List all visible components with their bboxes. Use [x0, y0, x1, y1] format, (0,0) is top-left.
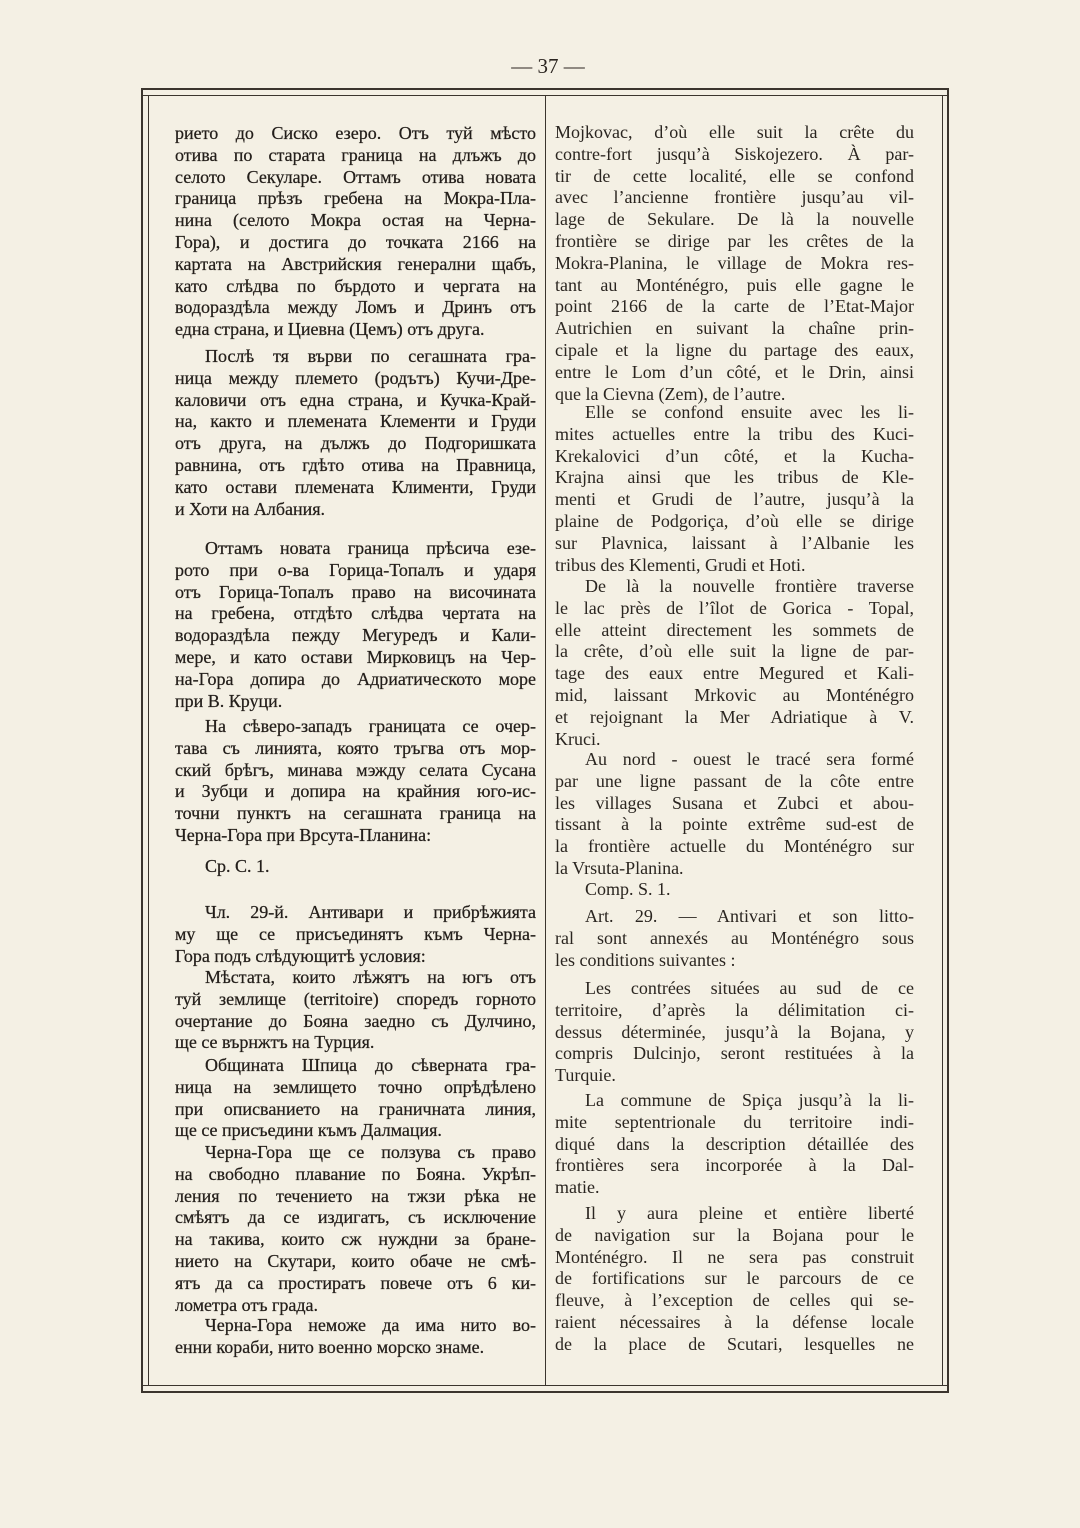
text-line: каловичи отъ една страна, и Кучка-Край- [175, 389, 536, 410]
text-line: tant au Monténégro, puis elle gagne le [555, 274, 914, 295]
text-line: matie. [555, 1177, 600, 1198]
text-line: ница на землището точно опрѣдѣлено [175, 1076, 536, 1097]
text-line: като слѣдва по бърдото и чергата на [175, 275, 536, 296]
text-line: diqué dans la description détaillée des [555, 1133, 914, 1154]
text-line: que la Cievna (Zem), de l’autre. [555, 383, 786, 404]
text-line: Il y aura pleine et entière liberté [585, 1203, 914, 1223]
text-line: рието до Сиско езеро. Отъ туй мѣсто [175, 123, 536, 143]
text-line: водораздѣла между Ломъ и Дринъ отъ [175, 297, 536, 318]
text-line: fleuve, à l’exception de celles qui se- [555, 1290, 914, 1311]
text-line: Черна-Гора неможе да има нито во- [205, 1315, 536, 1335]
text-line: de fortifications sur le parcours de ce [555, 1268, 914, 1289]
text-line: селото Секуларе. Оттамъ отива новата [175, 166, 536, 187]
text-line: elle atteint directement les sommets de [555, 619, 914, 640]
text-line: Общината Шпица до сѣверната гра- [205, 1055, 536, 1075]
text-line: Черна-Гора ще се ползува съ право [205, 1142, 536, 1162]
text-line: отъ Горица-Топалъ право на височината [175, 581, 536, 602]
text-line: очертание до Бояна заедно съ Дулчино, [175, 1010, 536, 1031]
left-border-outer [141, 88, 143, 1393]
text-line: Comp. S. 1. [585, 879, 671, 899]
right-border-inner [942, 95, 943, 1386]
text-line: Мѣстата, които лѣжятъ на югъ отъ [205, 967, 536, 987]
paragraph [175, 1142, 536, 1316]
text-line: като остави племената Клименти, Груди [175, 476, 536, 497]
paragraph [555, 749, 914, 880]
text-line: compris Dulcinjo, seront restituées à la [555, 1043, 914, 1064]
text-line: Mojkovac, d’où elle suit la crête du [555, 122, 914, 142]
text-line: ще се върнжтъ на Турция. [175, 1032, 375, 1053]
text-line: туй землище (territoire) споредъ горното [175, 988, 536, 1009]
text-line: de navigation sur la Bojana pour le [555, 1224, 914, 1245]
text-line: мере, и като остави Мирковицъ на Чер- [175, 646, 536, 667]
text-line: Elle se confond ensuite avec les li- [585, 402, 914, 422]
comparison-reference [175, 856, 536, 878]
text-line: и Хоти на Албания. [175, 498, 326, 519]
text-line: на гребена, отгдѣто слѣдва чертата на [175, 603, 536, 624]
text-line: тава съ линията, която тръгва отъ мор- [175, 737, 536, 758]
text-line: frontière se dirige par les crêtes de la [555, 230, 914, 251]
text-line: ще се присъедини къмъ Далмация. [175, 1120, 442, 1141]
text-line: ления по течението на тжзи рѣка не [175, 1185, 536, 1206]
text-line: les conditions suivantes : [555, 949, 736, 970]
text-line: tage des eaux entre Megured et Kali- [555, 663, 914, 684]
text-line: de la place de Scutari, lesquelles ne [555, 1333, 914, 1354]
right-border-outer [947, 88, 949, 1393]
text-line: Оттамъ новата граница прѣсича езе- [205, 538, 536, 558]
text-line: му ще се присъединятъ къмъ Черна- [175, 923, 536, 944]
text-line: отива по старата граница на длъжъ до [175, 144, 536, 165]
text-line: енни кораби, нито военно морско знаме. [175, 1336, 485, 1357]
text-line: la Vrsuta-Planina. [555, 857, 684, 878]
text-line: рото при о-ва Горица-Топалъ и ударя [175, 559, 536, 580]
paragraph [175, 967, 536, 1054]
text-line: entre le Lom d’un côté, et le Drin, ainsi [555, 361, 914, 382]
text-line: Art. 29. — Antivari et son litto- [585, 906, 914, 926]
text-line: нието на Скутари, които обаче не смѣ- [175, 1250, 536, 1271]
column-divider [545, 96, 546, 1385]
text-line: La commune de Spiça jusqu’à la li- [585, 1090, 914, 1110]
text-line: граница прѣзъ гребена на Мокра-Пла- [175, 188, 536, 209]
text-line: смѣятъ да се издигатъ, съ исключение [175, 1207, 536, 1228]
text-line: Turquie. [555, 1065, 616, 1086]
paragraph [555, 122, 914, 405]
text-line: frontières sera incorporée à la Dal- [555, 1155, 914, 1176]
text-line: ral sont annexés au Monténégro sous [555, 927, 914, 948]
left-border-inner [148, 95, 149, 1386]
text-line: mite septentrionale du territoire indi- [555, 1111, 914, 1132]
text-line: le lac près de l’îlot de Gorica - Topal, [555, 597, 914, 618]
text-line: mites actuelles entre la tribu des Kuci- [555, 423, 914, 444]
text-line: ятъ да са простиратъ повече отъ 6 ки- [175, 1272, 536, 1293]
text-line: на-Гора допира до Адриатическото море [175, 668, 536, 689]
text-line: avec l’ancienne frontière jusqu’au vil- [555, 187, 914, 208]
paragraph [555, 978, 914, 1087]
text-line: tir de cette localité, elle se confond [555, 165, 914, 186]
text-line: menti et Grudi de l’autre, jusqu’à la [555, 489, 914, 510]
paragraph [175, 1315, 536, 1359]
text-line: отъ друга, на дължъ до Подгоришката [175, 433, 536, 454]
article-heading-paragraph [175, 902, 536, 967]
paragraph [555, 1203, 914, 1356]
text-line: равнина, отъ гдѣто отива на Правница, [175, 454, 536, 475]
text-line: на, както и племената Клементи и Груди [175, 411, 536, 432]
text-line: raient nécessaires à la défense locale [555, 1311, 914, 1332]
text-line: ский брѣгъ, минава мэжду селата Сусана [175, 759, 536, 780]
text-line: tissant à la pointe extrême sud-est de [555, 814, 914, 835]
text-line: при описванието на граничната линия, [175, 1098, 536, 1119]
text-line: една страна, и Циевна (Цемъ) отъ друга. [175, 319, 485, 340]
text-line: et rejoignant la Mer Adriatique à V. [555, 706, 914, 727]
text-line: les villages Susana et Zubci et abou- [555, 792, 914, 813]
text-line: mid, laissant Mrkovic au Monténégro [555, 684, 914, 705]
paragraph [175, 538, 536, 712]
text-line: territoire, d’après la délimitation ci- [555, 999, 914, 1020]
text-line: Au nord - ouest le tracé sera formé [585, 749, 914, 769]
text-line: Kruci. [555, 728, 601, 749]
paragraph [175, 123, 536, 341]
text-line: par une ligne passant de la côte entre [555, 770, 914, 791]
text-line: лометра отъ града. [175, 1294, 319, 1315]
text-line: ница между племето (родътъ) Кучи-Дре- [175, 367, 536, 388]
page-number: — 37 — [511, 54, 585, 78]
paragraph [175, 346, 536, 520]
text-line: и Зубци и допира на крайния юго-ис- [175, 781, 536, 802]
text-line: sur Plavnica, laissant à l’Albanie les [555, 532, 914, 553]
text-line: Черна-Гора при Врсута-Планина: [175, 824, 432, 845]
text-line: Mokra-Planina, le village de Mokra res- [555, 252, 914, 273]
text-line: la frontière actuelle du Monténégro sur [555, 836, 914, 857]
french-text-column [555, 0, 914, 1528]
text-line: Krajna ainsi que les tribus de Kle- [555, 467, 914, 488]
text-line: la crête, d’où elle suit la ligne de par- [555, 641, 914, 662]
comparison-reference [555, 879, 914, 901]
paragraph [555, 576, 914, 750]
text-line: Гора), и достига до точката 2166 на [175, 231, 536, 252]
text-line: точни пунктъ на сегашната граница на [175, 803, 536, 824]
text-line: Чл. 29-й. Антивари и прибрѣжията [205, 902, 536, 922]
text-line: Гора подъ слѣдующитѣ условия: [175, 945, 426, 966]
text-line: водораздѣла пежду Мегуредъ и Кали- [175, 625, 536, 646]
paragraph [555, 402, 914, 576]
text-line: Krekalovici d’un côté, et la Kucha- [555, 445, 914, 466]
text-line: tribus des Klementi, Grudi et Hoti. [555, 554, 806, 575]
text-line: на такива, които сж нуждни за бране- [175, 1229, 536, 1250]
text-line: plaine de Podgoriça, d’où elle se dirige [555, 510, 914, 531]
text-line: lage de Sekulare. De là la nouvelle [555, 209, 914, 230]
text-line: Ср. С. 1. [205, 856, 270, 876]
text-line: картата на Австрийския генерални щабъ, [175, 253, 536, 274]
text-line: Monténégro. Il ne sera pas construit [555, 1246, 914, 1267]
text-line: нина (селото Мокра остая на Черна- [175, 210, 536, 231]
text-line: cipale et la ligne du partage des eaux, [555, 339, 914, 360]
text-line: point 2166 de la carte de l’Etat-Major [555, 296, 914, 317]
text-line: На сѣверо-западъ границата се очер- [205, 716, 536, 736]
paragraph [555, 1090, 914, 1199]
text-line: De là la nouvelle frontière traverse [585, 576, 914, 596]
article-heading-paragraph [555, 906, 914, 971]
text-line: Autrichien en suivant la chaîne prin- [555, 318, 914, 339]
text-line: Les contrées situées au sud de ce [585, 978, 914, 998]
text-line: dessus déterminée, jusqu’à la Bojana, y [555, 1021, 914, 1042]
text-line: Послѣ тя върви по сегашната гра- [205, 346, 536, 366]
paragraph [175, 716, 536, 847]
text-line: contre-fort jusqu’à Siskojezero. À par- [555, 143, 914, 164]
text-line: на свободно плавание по Бояна. Укрѣп- [175, 1163, 536, 1184]
bulgarian-text-column [175, 0, 536, 1528]
paragraph [175, 1055, 536, 1142]
text-line: при В. Круци. [175, 690, 283, 711]
